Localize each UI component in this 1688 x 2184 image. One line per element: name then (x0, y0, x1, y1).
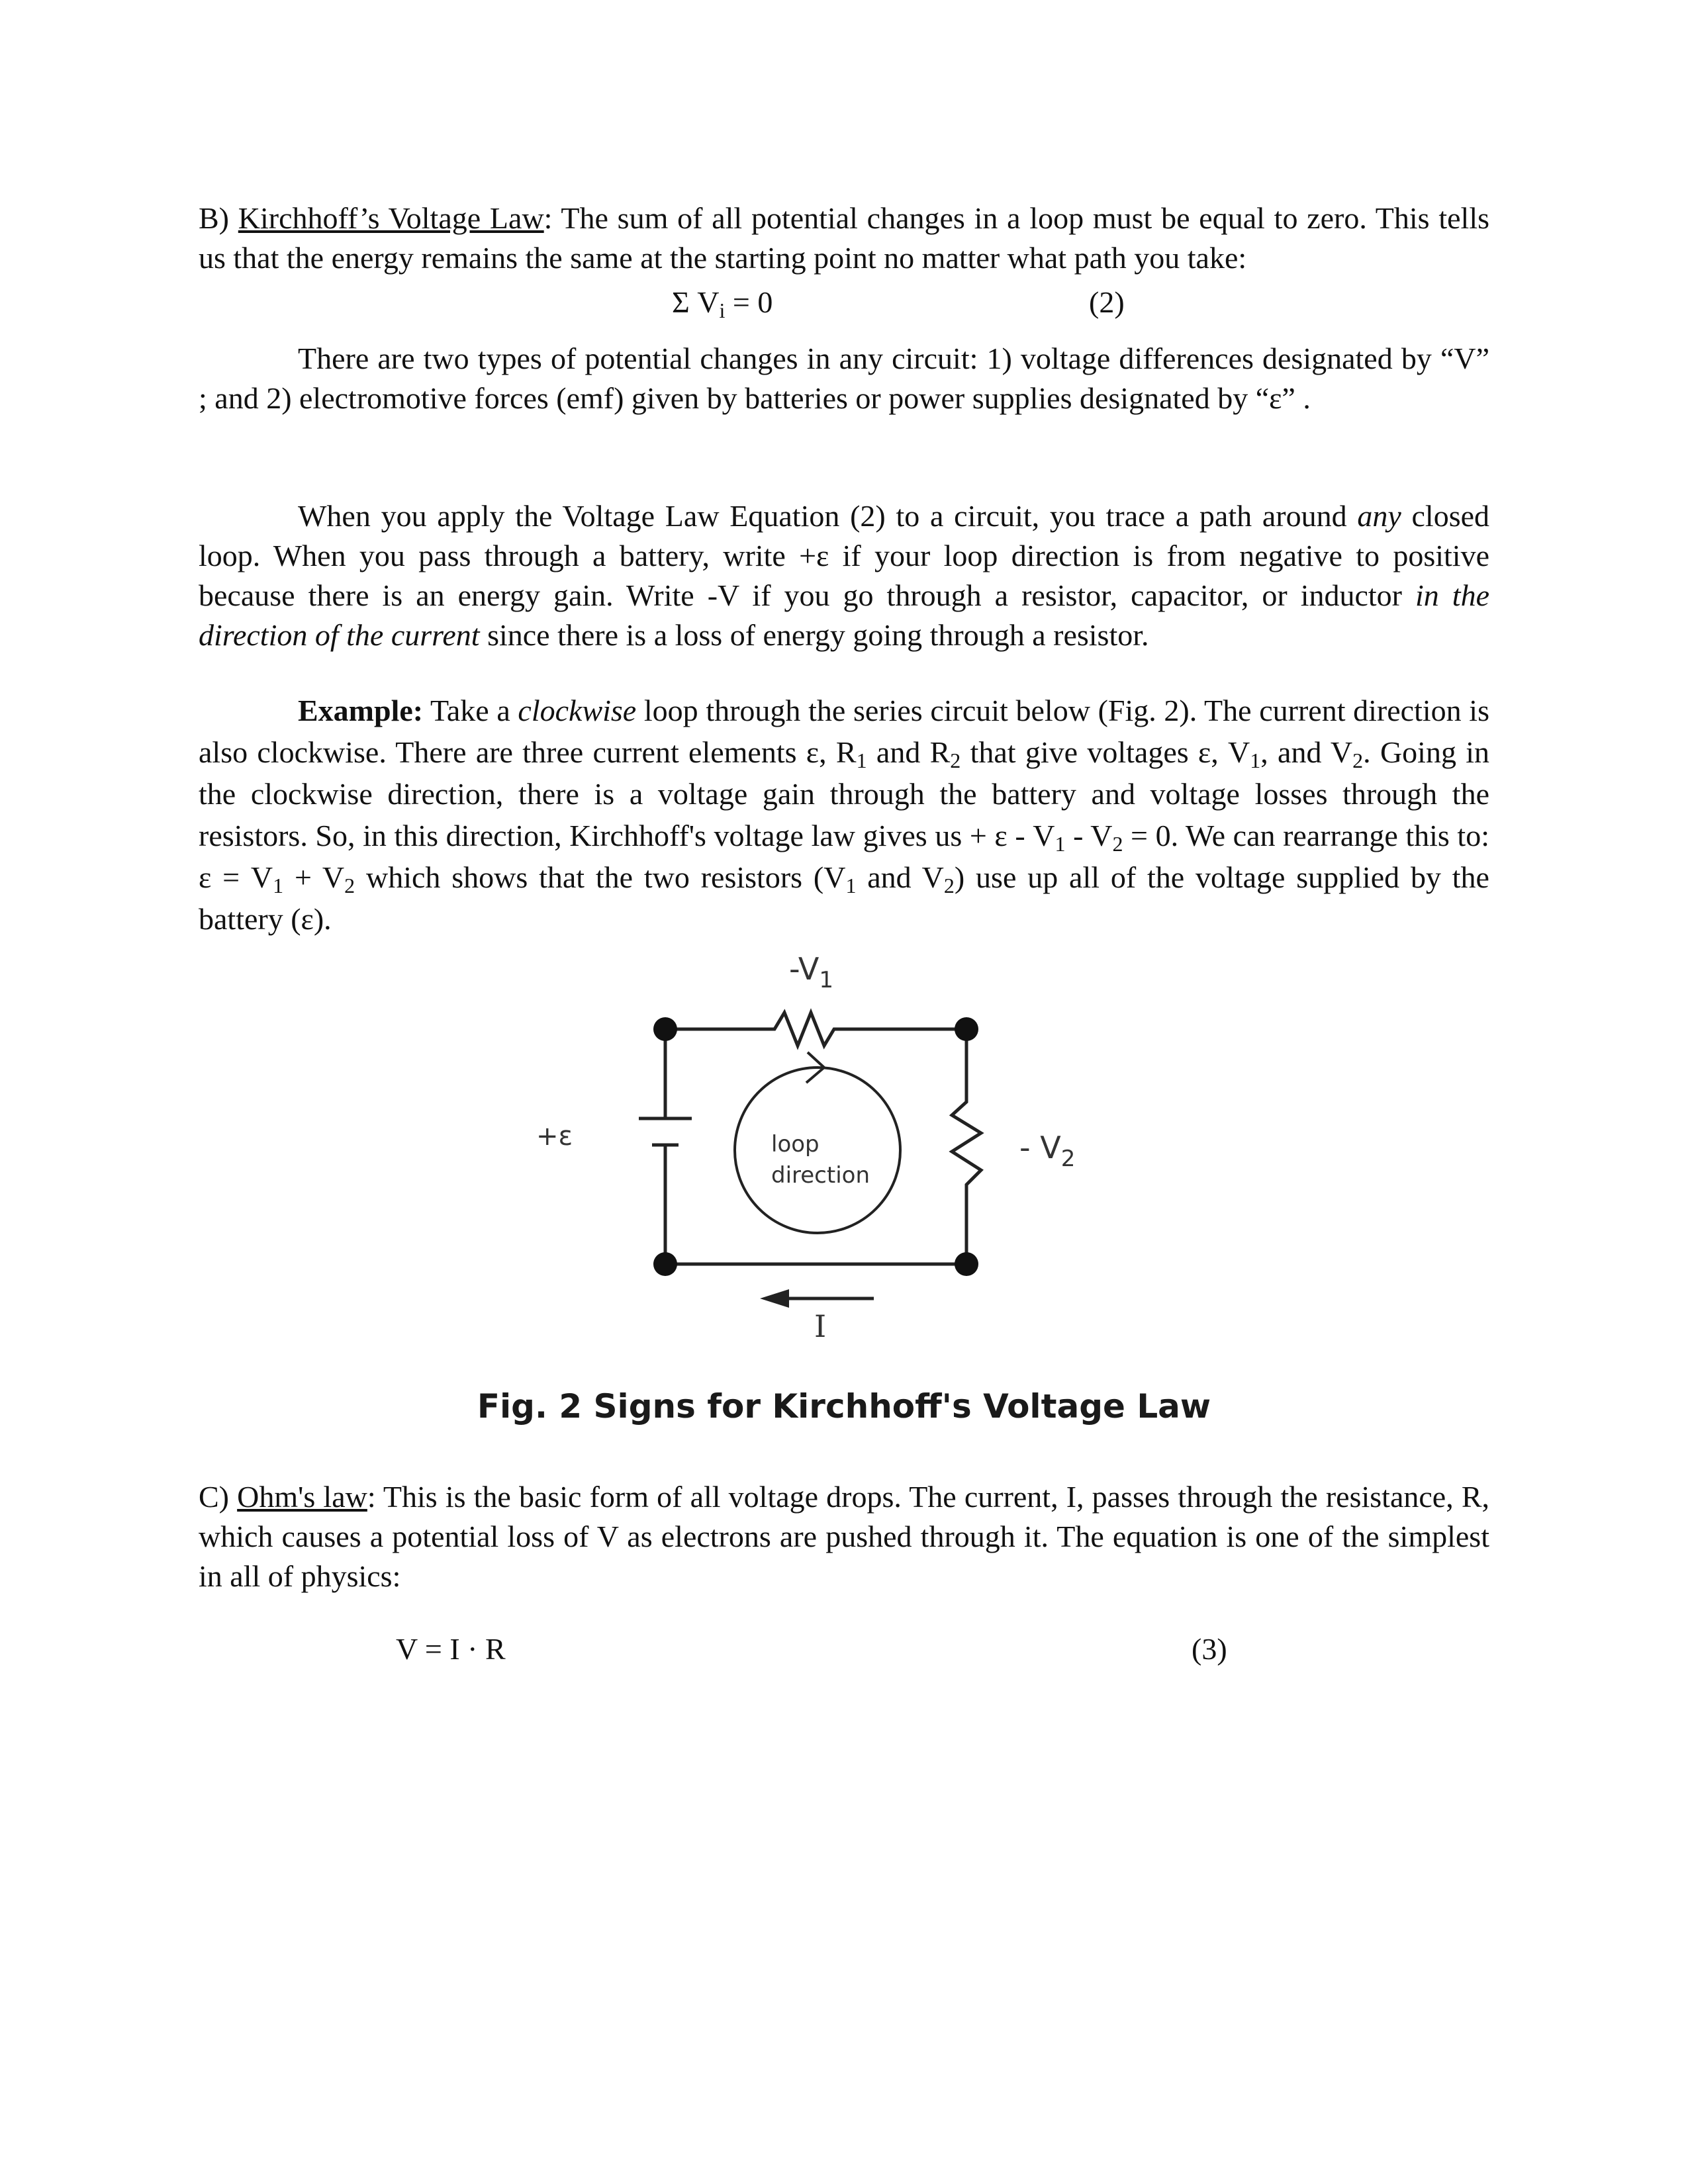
section-c-text: : This is the basic form of all voltage drops. The current, I, passes through the resistance, R, which causes a potential loss of V as electrons are pushed through it. The equation is one of the simplest in all of physics: (199, 1480, 1489, 1593)
emf-label: +ε (536, 1121, 573, 1152)
example-label: Example: (298, 694, 424, 727)
section-c-title: Ohm's law (237, 1480, 367, 1514)
equation-2-number: (2) (1089, 285, 1125, 319)
types-paragraph: There are two types of potential changes in any circuit: 1) voltage differences designated by “V” ; and 2) electromotive forces (emf) given by batteries or power supplies designated by “ε” . (199, 341, 1489, 415)
node-top-right (955, 1017, 978, 1041)
current-label: I (814, 1308, 827, 1344)
v1-label: $-V_1$ (789, 953, 834, 993)
loop-label-line1: loop (771, 1131, 820, 1158)
node-bottom-right (955, 1252, 978, 1276)
section-b-label: B) (199, 201, 229, 235)
node-top-left (653, 1017, 677, 1041)
circuit-diagram (490, 953, 1192, 1363)
figure-caption: Fig. 2 Signs for Kirchhoff's Voltage Law (477, 1387, 1211, 1426)
equation-2: Σ $V_i = 0$ (672, 285, 773, 322)
section-b-title: Kirchhoff’s Voltage Law (238, 201, 544, 235)
section-b-text: : The sum of all potential changes in a loop must be equal to zero. This tells us that the energy remains the same at the starting point no matter what path you take: (199, 201, 1490, 275)
top-wire-resistor (665, 1013, 966, 1046)
loop-label-line2: direction (771, 1162, 870, 1189)
example-paragraph: Example: Take a clockwise loop through the series circuit below (Fig. 2). The current direction is also clockwise. There are three current elements ε, $R_1$ and $R_2$ that give voltages ε, $V_1$, and $V_2$. Going in the clockwise direction, there is a voltage gain through the battery and voltage losses through the resistors. So, in this direction, Kirchhoff's voltage law gives us + $\varepsilon - V_1 - V_2 = 0$. We can rearrange this to: $\varepsilon = V_1 + V_2$ which shows that the two resistors ($V_1$ and $V_2$) use up all of the voltage supplied by the battery (ε). (199, 694, 1490, 936)
section-c-label: C) (199, 1480, 229, 1514)
apply-paragraph: When you apply the Voltage Law Equation (2) to a circuit, you trace a path around any closed loop. When you pass through a battery, write +ε if your loop direction is from negative to positive because there is an energy gain. Write -V if you go through a resistor, capacitor, or inductor in the direction of the current since there is a loss of energy going through a resistor. (199, 499, 1490, 652)
equation-3-number: (3) (1192, 1632, 1227, 1666)
section-b-paragraph (199, 199, 1489, 278)
node-bottom-left (653, 1252, 677, 1276)
current-arrow-head (760, 1289, 789, 1308)
v2-label: - $V_2$ (1019, 1130, 1076, 1172)
right-wire-resistor (952, 1029, 981, 1264)
equation-3: V = I · R (396, 1632, 506, 1666)
section-c-paragraph (199, 1477, 1489, 1596)
